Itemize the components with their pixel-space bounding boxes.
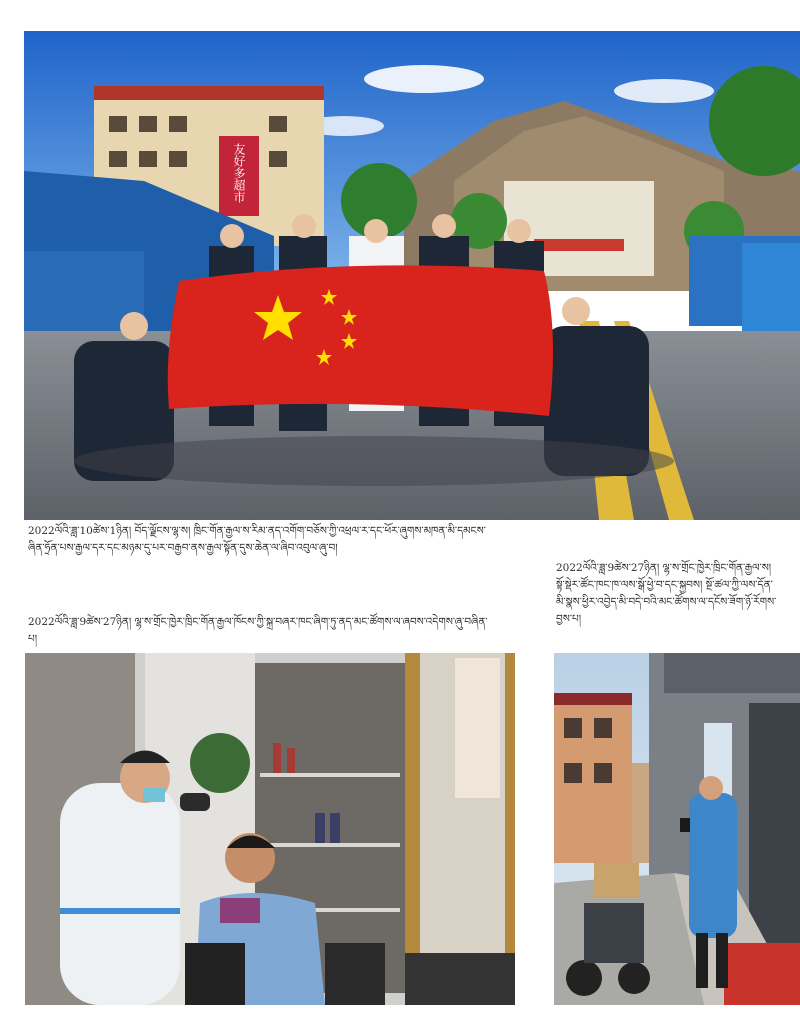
worker-photo — [554, 653, 800, 1005]
barber-photo — [25, 653, 515, 1005]
bottom-left-photo-caption: 2022ལོའི་ཟླ་9ཚེས་27ཉིན། ལྷ་ས་གྲོང་ཁྱེར་ཁྲིང་གོན་རྒྱལ་ཁོངས་ཀྱི་སྐྲ་བཞར་ཁང་ཞིག་ཏུ་ནད་མང་ཚོགས་ལ་ཞབས་འདེགས་ཞུ་བཞིན་པ། — [28, 616, 488, 645]
shop-sign: 友好多超市 — [232, 143, 246, 203]
top-photo — [24, 31, 800, 520]
right-photo-caption: 2022ལོའི་ཟླ་9ཚེས་27ཉིན། ལྷ་ས་གྲོང་ཁྱེར་ཁྲིང་གོན་རྒྱལ་ས། སྟོ་སྡེར་ཚོང་ཁང་ཁ་ལས་སྒོ་ཕྱེ་བ་དང་སྐྱབས། སྔོ་ཚལ་ཀྱི་ལས་དོན་མི་སྣས་ཕྱིར་འབྱེད་མི་བདེ་བའི་མང་ཚོགས་ལ་དངོས་ཟོག་ཉོ་རོགས་བྱས་པ། — [556, 562, 777, 625]
top-photo-caption: 2022ལོའི་ཟླ་10ཚེས་1ཉིན། བོད་ལྗོངས་ལྷ་ས། ཁྲིང་གོན་རྒྱལ་ས་རིམ་ནད་འགོག་བཅོས་ཀྱི་འཕྲལ་ར་དང་ཕོར་ཞུགས་མཁན་མི་དམངས་ཞིན་ཧྲོན་པས་རྒྱལ་དར་དང་མཉམ་དུ་པར་བརྒྱབ་ནས་རྒྱལ་སྟོན་དུས་ཆེན་ལ་ཞིབ་འབུལ་ཞུ་བ། — [28, 525, 486, 554]
